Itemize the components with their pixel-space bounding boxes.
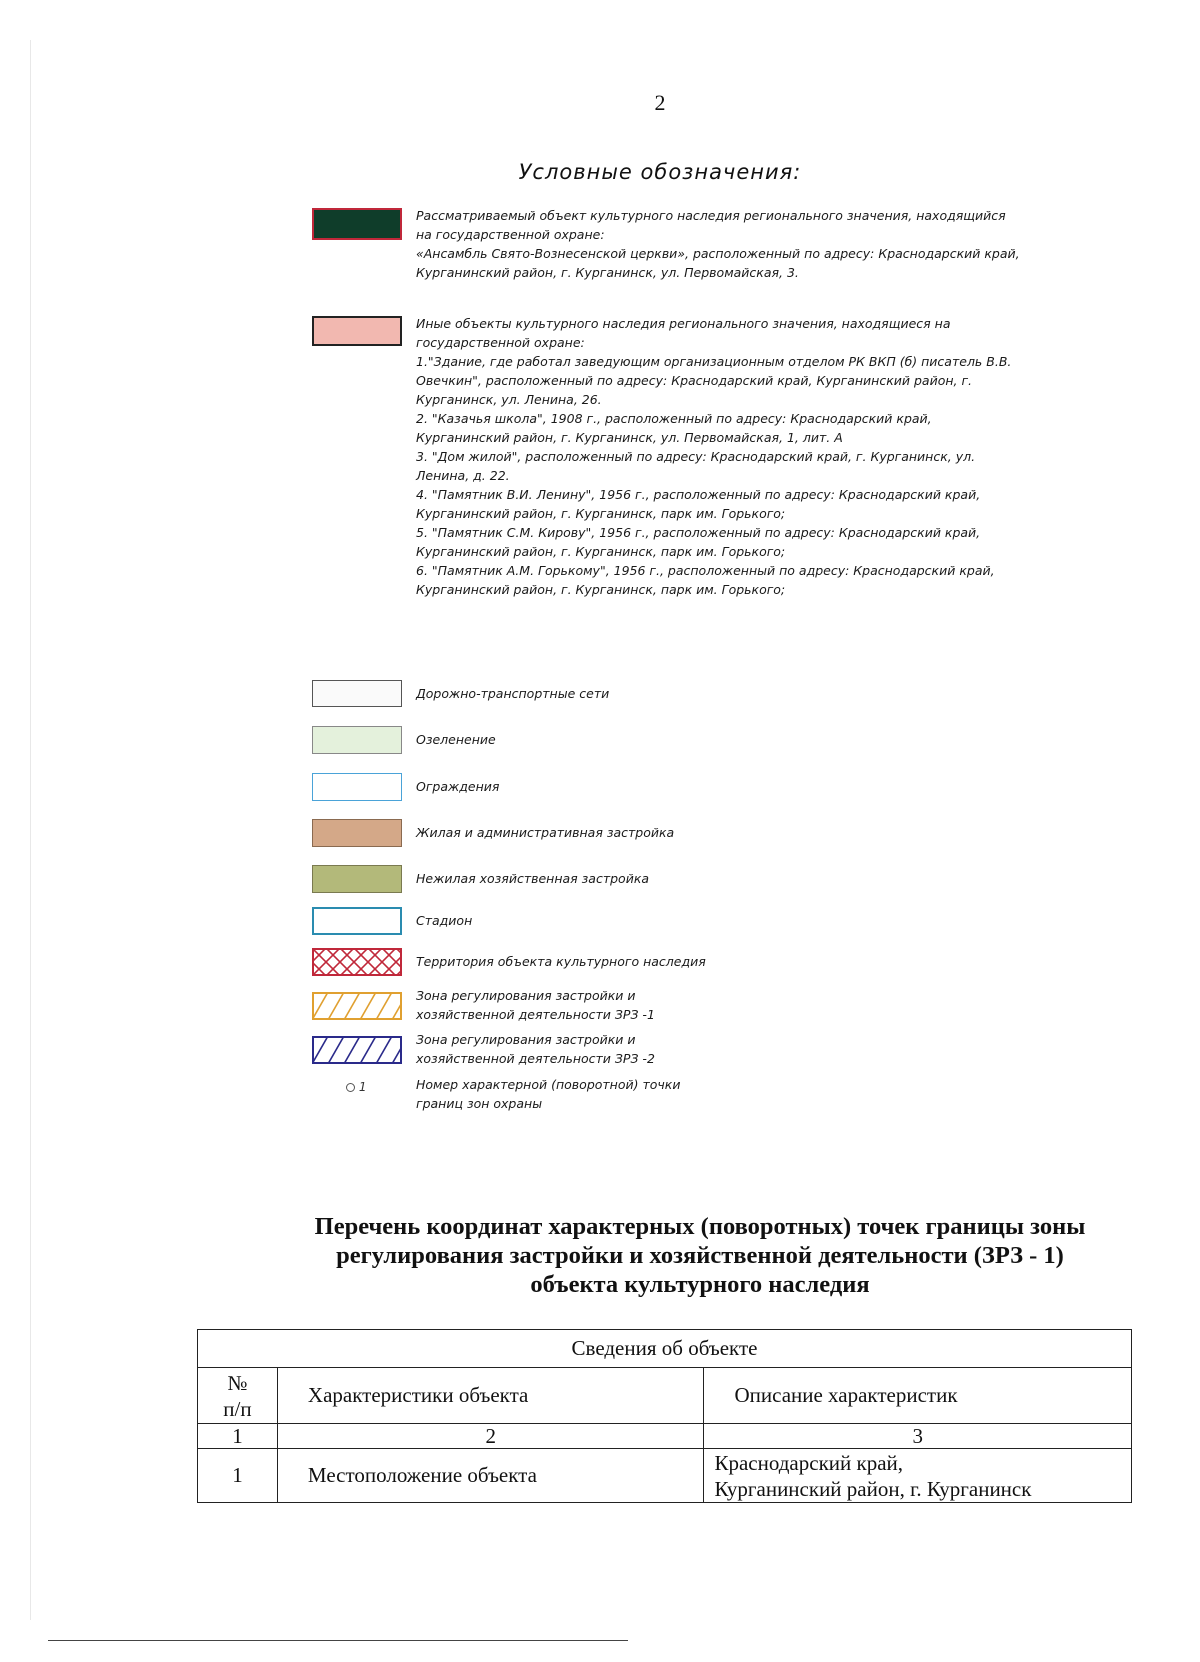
legend-text-roads: Дорожно-транспортные сети [416, 686, 610, 701]
col-characteristics-header: Характеристики объекта [277, 1368, 704, 1424]
legend-swatch-roads [312, 680, 402, 707]
row-characteristic: Местоположение объекта [277, 1449, 704, 1503]
legend-swatch-stadium [312, 907, 402, 935]
table-numbering-row [198, 1424, 1132, 1449]
legend-text-other-heritage: Иные объекты культурного наследия регионального значения, находящиеся на государственной охране: 1."Здание, где работал заведующим организационным отделом РК ВКП (б) писатель В.В. Овечкин", расположенный по адресу: Краснодарский край, Курганинский район, г. Курганинск, ул. Ленина, 26. 2. "Казачья школа", 1908 г., расположенный по адресу: Краснодарский край, Курганинский район, г. Курганинск, ул. Первомайская, 1, лит. А 3. "Дом жилой", расположенный по адресу: Краснодарский край, г. Курганинск, ул. Ленина, д. 22. 4. "Памятник В.И. Ленину", 1956 г., расположенный по адресу: Краснодарский край, Курганинский район, г. Курганинск, парк им. Горького; 5. "Памятник С.М. Кирову", 1956 г., расположенный по адресу: Краснодарский край, Курганинский район, г. Курганинск, парк им. Горького; 6. "Памятник А.М. Горькому", 1956 г., расположенный по адресу: Краснодарский край, Курганинский район, г. Курганинск, парк им. Горького; [416, 316, 1012, 597]
legend-swatch-residential [312, 819, 402, 847]
page-number: 2 [654, 90, 666, 115]
bottom-rule [48, 1640, 628, 1641]
legend-text-fences: Ограждения [416, 779, 500, 794]
col-characteristics-index: 2 [277, 1424, 704, 1449]
legend-marker-turning-point: 1 [346, 1080, 376, 1100]
object-info-table [197, 1329, 1132, 1503]
legend-text-heritage-object: Рассматриваемый объект культурного наследия регионального значения, находящийся на государственной охране: «Ансамбль Свято-Вознесенской церкви», расположенный по адресу: Краснодарский край, Курганинский район, г. Курганинск, ул. Первомайская, 3. [416, 208, 1020, 280]
legend-swatch-greenery [312, 726, 402, 754]
legend-swatch-non-residential [312, 865, 402, 893]
legend-swatch-heritage-territory [312, 948, 402, 976]
legend-text-greenery: Озеленение [416, 732, 496, 747]
legend-swatch-zrz-2 [312, 1036, 402, 1064]
col-description-index: 3 [704, 1424, 1132, 1449]
legend-swatch-heritage-object [312, 208, 402, 240]
table-header-row [198, 1330, 1132, 1368]
point-circle-icon [346, 1083, 355, 1092]
legend-text-heritage-territory: Территория объекта культурного наследия [416, 954, 706, 969]
table-title: Перечень координат характерных (поворотных) точек границы зоны регулирования застройки и хозяйственной деятельности (ЗРЗ - 1) объекта культурного наследия [314, 1213, 1086, 1298]
legend-text-zrz-2: Зона регулирования застройки и хозяйственной деятельности ЗРЗ -2 [416, 1032, 655, 1066]
table-header: Сведения об объекте [198, 1330, 1132, 1368]
legend-text-turning-point: Номер характерной (поворотной) точки границ зон охраны [416, 1077, 681, 1111]
legend-swatch-zrz-1 [312, 992, 402, 1020]
row-number: 1 [198, 1449, 278, 1503]
col-number-header: № п/п [198, 1368, 278, 1424]
legend-text-non-residential: Нежилая хозяйственная застройка [416, 871, 650, 886]
row-description: Краснодарский край, Курганинский район, г. Курганинск [704, 1449, 1132, 1503]
col-number-index: 1 [198, 1424, 278, 1449]
legend-swatch-other-heritage [312, 316, 402, 346]
legend-title: Условные обозначения: [518, 160, 802, 184]
table-columns-row [198, 1368, 1132, 1424]
legend-text-zrz-1: Зона регулирования застройки и хозяйственной деятельности ЗРЗ -1 [416, 988, 655, 1022]
legend-text-residential: Жилая и административная застройка [416, 825, 675, 840]
legend-text-stadium: Стадион [416, 913, 473, 928]
table-row [198, 1449, 1132, 1503]
legend-swatch-fences [312, 773, 402, 801]
scan-edge-line [30, 40, 31, 1620]
col-description-header: Описание характеристик [704, 1368, 1132, 1424]
